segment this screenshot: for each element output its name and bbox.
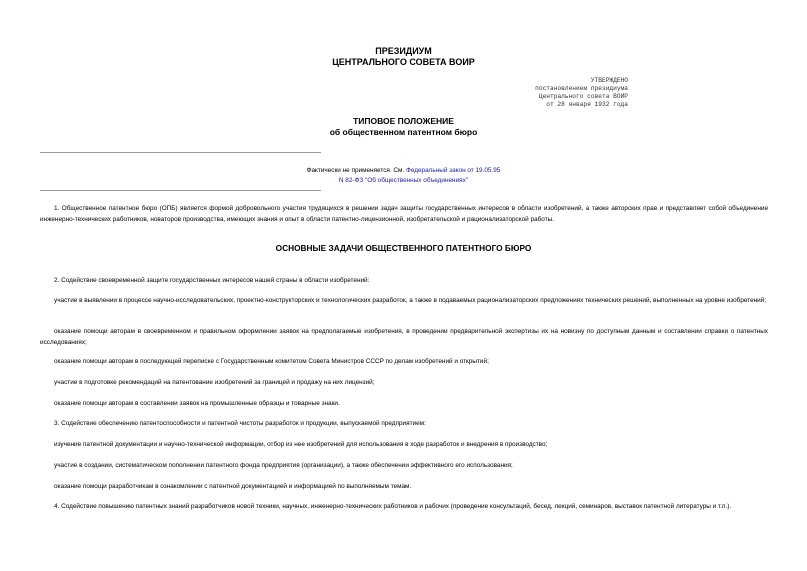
law-link-line-1[interactable]: Федеральный закон от 19.05.95 — [405, 167, 501, 174]
approval-line-2: постановлением президиума — [535, 85, 628, 92]
approval-line-1: УТВЕРЖДЕНО — [590, 77, 628, 84]
status-note-line-2 — [0, 175, 807, 186]
paragraph-10: участие в создании, систематическом пополнении патентного фонда предприятия (организации), а также обеспечении эффективного его использования; — [54, 462, 513, 469]
divider-bottom — [40, 190, 321, 191]
law-link-line-2[interactable]: N 82-ФЗ "Об общественных объединениях" — [338, 177, 469, 184]
document-title: ТИПОВОЕ ПОЛОЖЕНИЕ — [353, 116, 454, 126]
paragraph-11: оказание помощи разработчикам в ознакомлении с патентной документацией и информацией по выполняемым темам. — [54, 483, 412, 490]
approval-line-4: от 28 января 1932 года — [546, 101, 628, 108]
paragraph-4: оказание помощи авторам в своевременном и правильном оформлении заявок на предполагаемые изобретения, в проведении предварительной экспертизы их на новизну по доступным данным и составлении справки о патентных исследованиях; — [40, 328, 768, 346]
paragraph-8: 3. Содействие обеспечению патентоспособности и патентной чистоты разработок и продукции, выпускаемой предприятием: — [54, 420, 426, 427]
approval-stamp — [518, 77, 628, 109]
paragraph-1: 1. Общественное патентное бюро (ОПБ) является формой добровольного участия трудящихся в решении задач защиты государственных интересов в области изобретений, а также авторских прав и представляет собой объединение инженерно-технических работников, новаторов производства, имеющих знания и опыт в области патентно-лицензионной, изобретательской и рационализаторской работы. — [40, 205, 768, 223]
issuer-line-1: ПРЕЗИДИУМ — [375, 46, 432, 56]
status-note-prefix: Фактически не применяется. См. — [306, 167, 406, 174]
paragraph-6: участие в подготовке рекомендаций на патентование изобретений за границей и продажу на них лицензий; — [54, 379, 375, 386]
section-heading: ОСНОВНЫЕ ЗАДАЧИ ОБЩЕСТВЕННОГО ПАТЕНТНОГО БЮРО — [275, 243, 532, 253]
issuer-line-2: ЦЕНТРАЛЬНОГО СОВЕТА ВОИР — [332, 57, 475, 67]
paragraph-3: участие в выявлении в процессе научно-исследовательских, проектно-конструкторских и технологических разработок, а также в подаваемых рационализаторских предложениях технических решений, выполненных на уровне изобретений; — [54, 297, 767, 304]
approval-line-3: Центрального совета ВОИР — [538, 93, 628, 100]
paragraph-7: оказание помощи авторам в составлении заявок на промышленные образцы и товарные знаки. — [54, 400, 340, 407]
paragraph-5: оказание помощи авторам в последующей переписке с Государственным комитетом Совета Министров СССР по делам изобретений и открытий; — [54, 358, 489, 365]
paragraph-12: 4. Содействие повышению патентных знаний разработчиков новой техники, научных, инженерно-технических работников и рабочих (проведение консультаций, бесед, лекций, семинаров, выставок патентной литературы и т.п.). — [54, 503, 732, 510]
paragraph-2: 2. Содействие своевременной защите государственных интересов нашей страны в области изобретений: — [54, 277, 370, 284]
document-subtitle: об общественном патентном бюро — [329, 127, 478, 137]
paragraph-9: изучение патентной документации и научно-технической информации, отбор из нее изобретений для использования в ходе разработок и внедрения в производство; — [54, 441, 548, 448]
divider-top — [40, 152, 321, 153]
